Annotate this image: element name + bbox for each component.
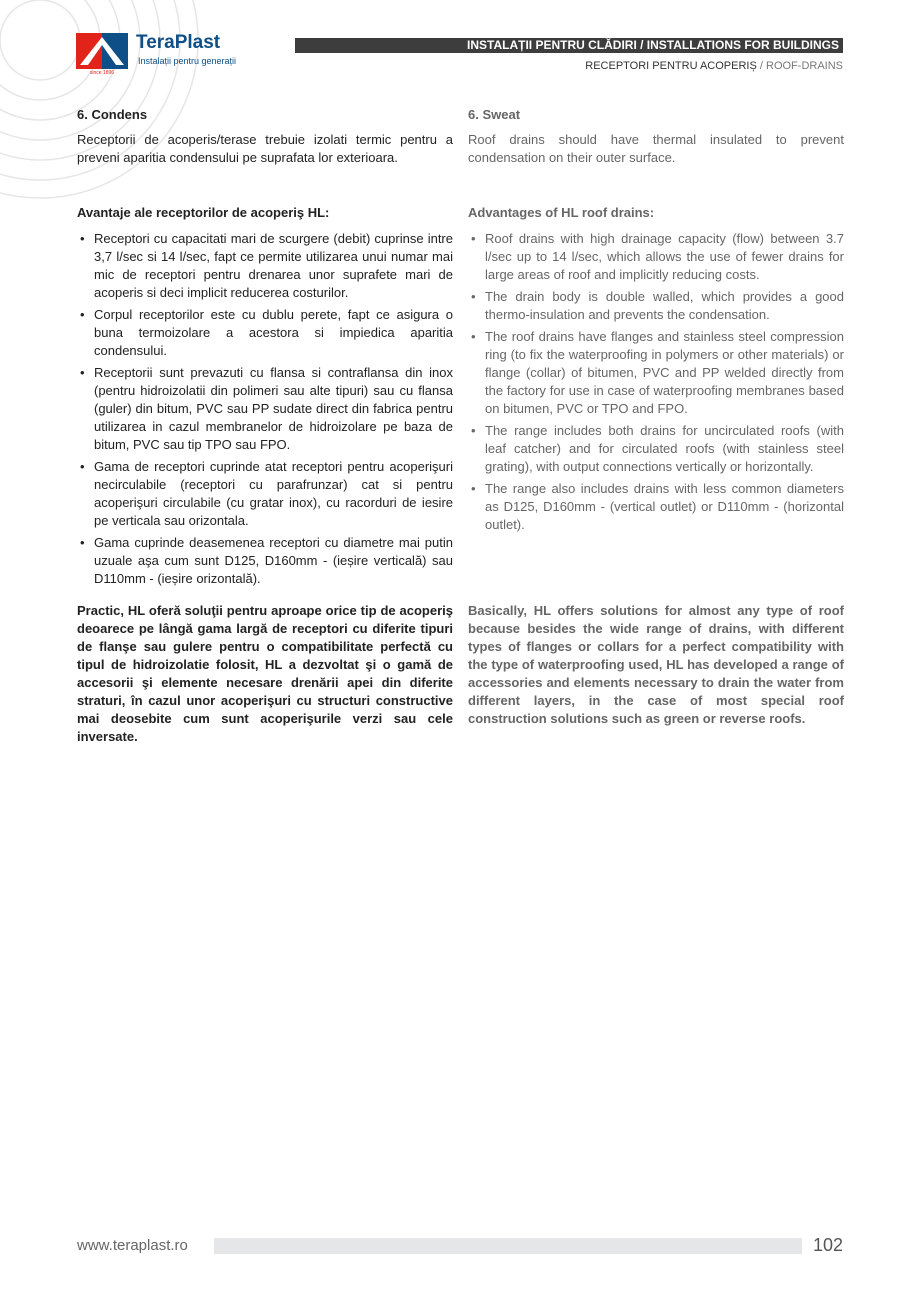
- page-number: 102: [813, 1235, 844, 1255]
- left-summary: Practic, HL oferă soluţii pentru aproape orice tip de acoperiş deoarece pe lângă gama largă de receptori cu diferite tipuri de flanşe sau gulere pentru o compatibilitate perfectă cu tipul de hidroizolatie folosit, HL a dezvoltat şi o gamă de accesorii şi elemente necesare drenării apei din diferite straturi, în cazul unor acoperişuri cu structuri constructive mai deosebite cum sunt acoperişurile verzi sau cele inversate.: [77, 603, 453, 744]
- right-column: [468, 106, 844, 728]
- left-column: [77, 106, 453, 746]
- teraplast-logo[interactable]: [76, 32, 246, 76]
- left-heading: Avantaje ale receptorilor de acoperiş HL:: [77, 205, 330, 220]
- left-bullet-list: [77, 230, 453, 602]
- category-bar: INSTALAȚII PENTRU CLĂDIRI / INSTALLATIONS FOR BUILDINGS: [295, 38, 843, 53]
- left-title: 6. Condens: [77, 107, 148, 122]
- list-item: • The roof drains have flanges and stainless steel compression ring (to fix the waterproofing in polymers or other materials) or flange (collar) of bitumen, PVC and PP welded directly from the factory for use in case of waterproofing membranes based on bitumen, PVC or TPO and FPO.: [468, 328, 844, 418]
- logo-since: since 1896: [89, 70, 115, 76]
- logo-tagline: Instalații pentru generații: [138, 56, 237, 66]
- list-item: • Corpul receptorilor este cu dublu perete, fapt ce asigura o buna termoizolare a acestora si impiedica aparitia condensului.: [77, 306, 453, 360]
- list-item: • Receptori cu capacitati mari de scurgere (debit) cuprinse intre 3,7 l/sec si 14 l/sec, fapt ce permite utilizarea unui numar mai mic de receptori pentru drenarea unor suprafete mari de acoperis si deci implicit reducerea costurilor.: [77, 230, 453, 302]
- subcategory-ro: RECEPTORI PENTRU ACOPERIȘ: [585, 60, 757, 72]
- list-item: • Gama cuprinde deasemenea receptori cu diametre mai putin uzuale aşa cum sunt D125, D160mm - (ieșire verticală) sau D110mm - (ieșire orizontală).: [77, 534, 453, 588]
- subcategory-sep: /: [756, 60, 766, 72]
- footer-url-link[interactable]: www.teraplast.ro: [77, 1237, 188, 1254]
- right-heading: Advantages of HL roof drains:: [468, 205, 655, 220]
- left-intro: Receptorii de acoperis/terase trebuie izolati termic pentru a preveni aparitia condensului pe suprafata lor exterioara.: [77, 132, 453, 165]
- logo-name: TeraPlast: [136, 32, 221, 53]
- list-item: • Receptorii sunt prevazuti cu flansa si contraflansa din inox (pentru hidroizolatii din polimeri sau alte tipuri) sau cu flansa (guler) din bitum, PVC sau PP sudate direct din fabrica pentru utilizarea in cazul membranelor de hidroizolare pe baza de bitum, PVC sau tip TPO sau FPO.: [77, 364, 453, 454]
- logo-mark-icon: [76, 33, 128, 69]
- right-bullet-list: [468, 230, 844, 602]
- list-item: • The range also includes drains with less common diameters as D125, D160mm - (vertical outlet) or D110mm - (horizontal outlet).: [468, 480, 844, 534]
- right-title: 6. Sweat: [468, 107, 521, 122]
- list-item: • Roof drains with high drainage capacity (flow) between 3.7 l/sec up to 14 l/sec, which allows the use of fewer drains for large areas of roof and implicitly reducing costs.: [468, 230, 844, 284]
- footer-bar: [214, 1238, 802, 1254]
- right-intro: Roof drains should have thermal insulated to prevent condensation on their outer surface.: [468, 132, 844, 165]
- subcategory: [500, 60, 843, 72]
- right-summary: Basically, HL offers solutions for almost any type of roof because besides the wide range of drains, with different types of flanges or collars for a perfect compatibility with the type of waterproofing used, HL has developed a range of accessories and elements necessary to drain the water from different layers, in the case of most special roof construction solutions such as green or reverse roofs.: [468, 603, 844, 726]
- list-item: • The range includes both drains for uncirculated roofs (with leaf catcher) and for circulated roofs (with stainless steel grating), with output connections vertically or horizontally.: [468, 422, 844, 476]
- list-item: • Gama de receptori cuprinde atat receptori pentru acoperişuri necirculabile (receptori cu parafrunzar) cat si pentru acoperişuri circulabile (cu gratar inox), cu racorduri de iesire pe verticala sau orizontala.: [77, 458, 453, 530]
- list-item: • The drain body is double walled, which provides a good thermo-insulation and prevents the condensation.: [468, 288, 844, 324]
- subcategory-en: ROOF-DRAINS: [766, 60, 843, 72]
